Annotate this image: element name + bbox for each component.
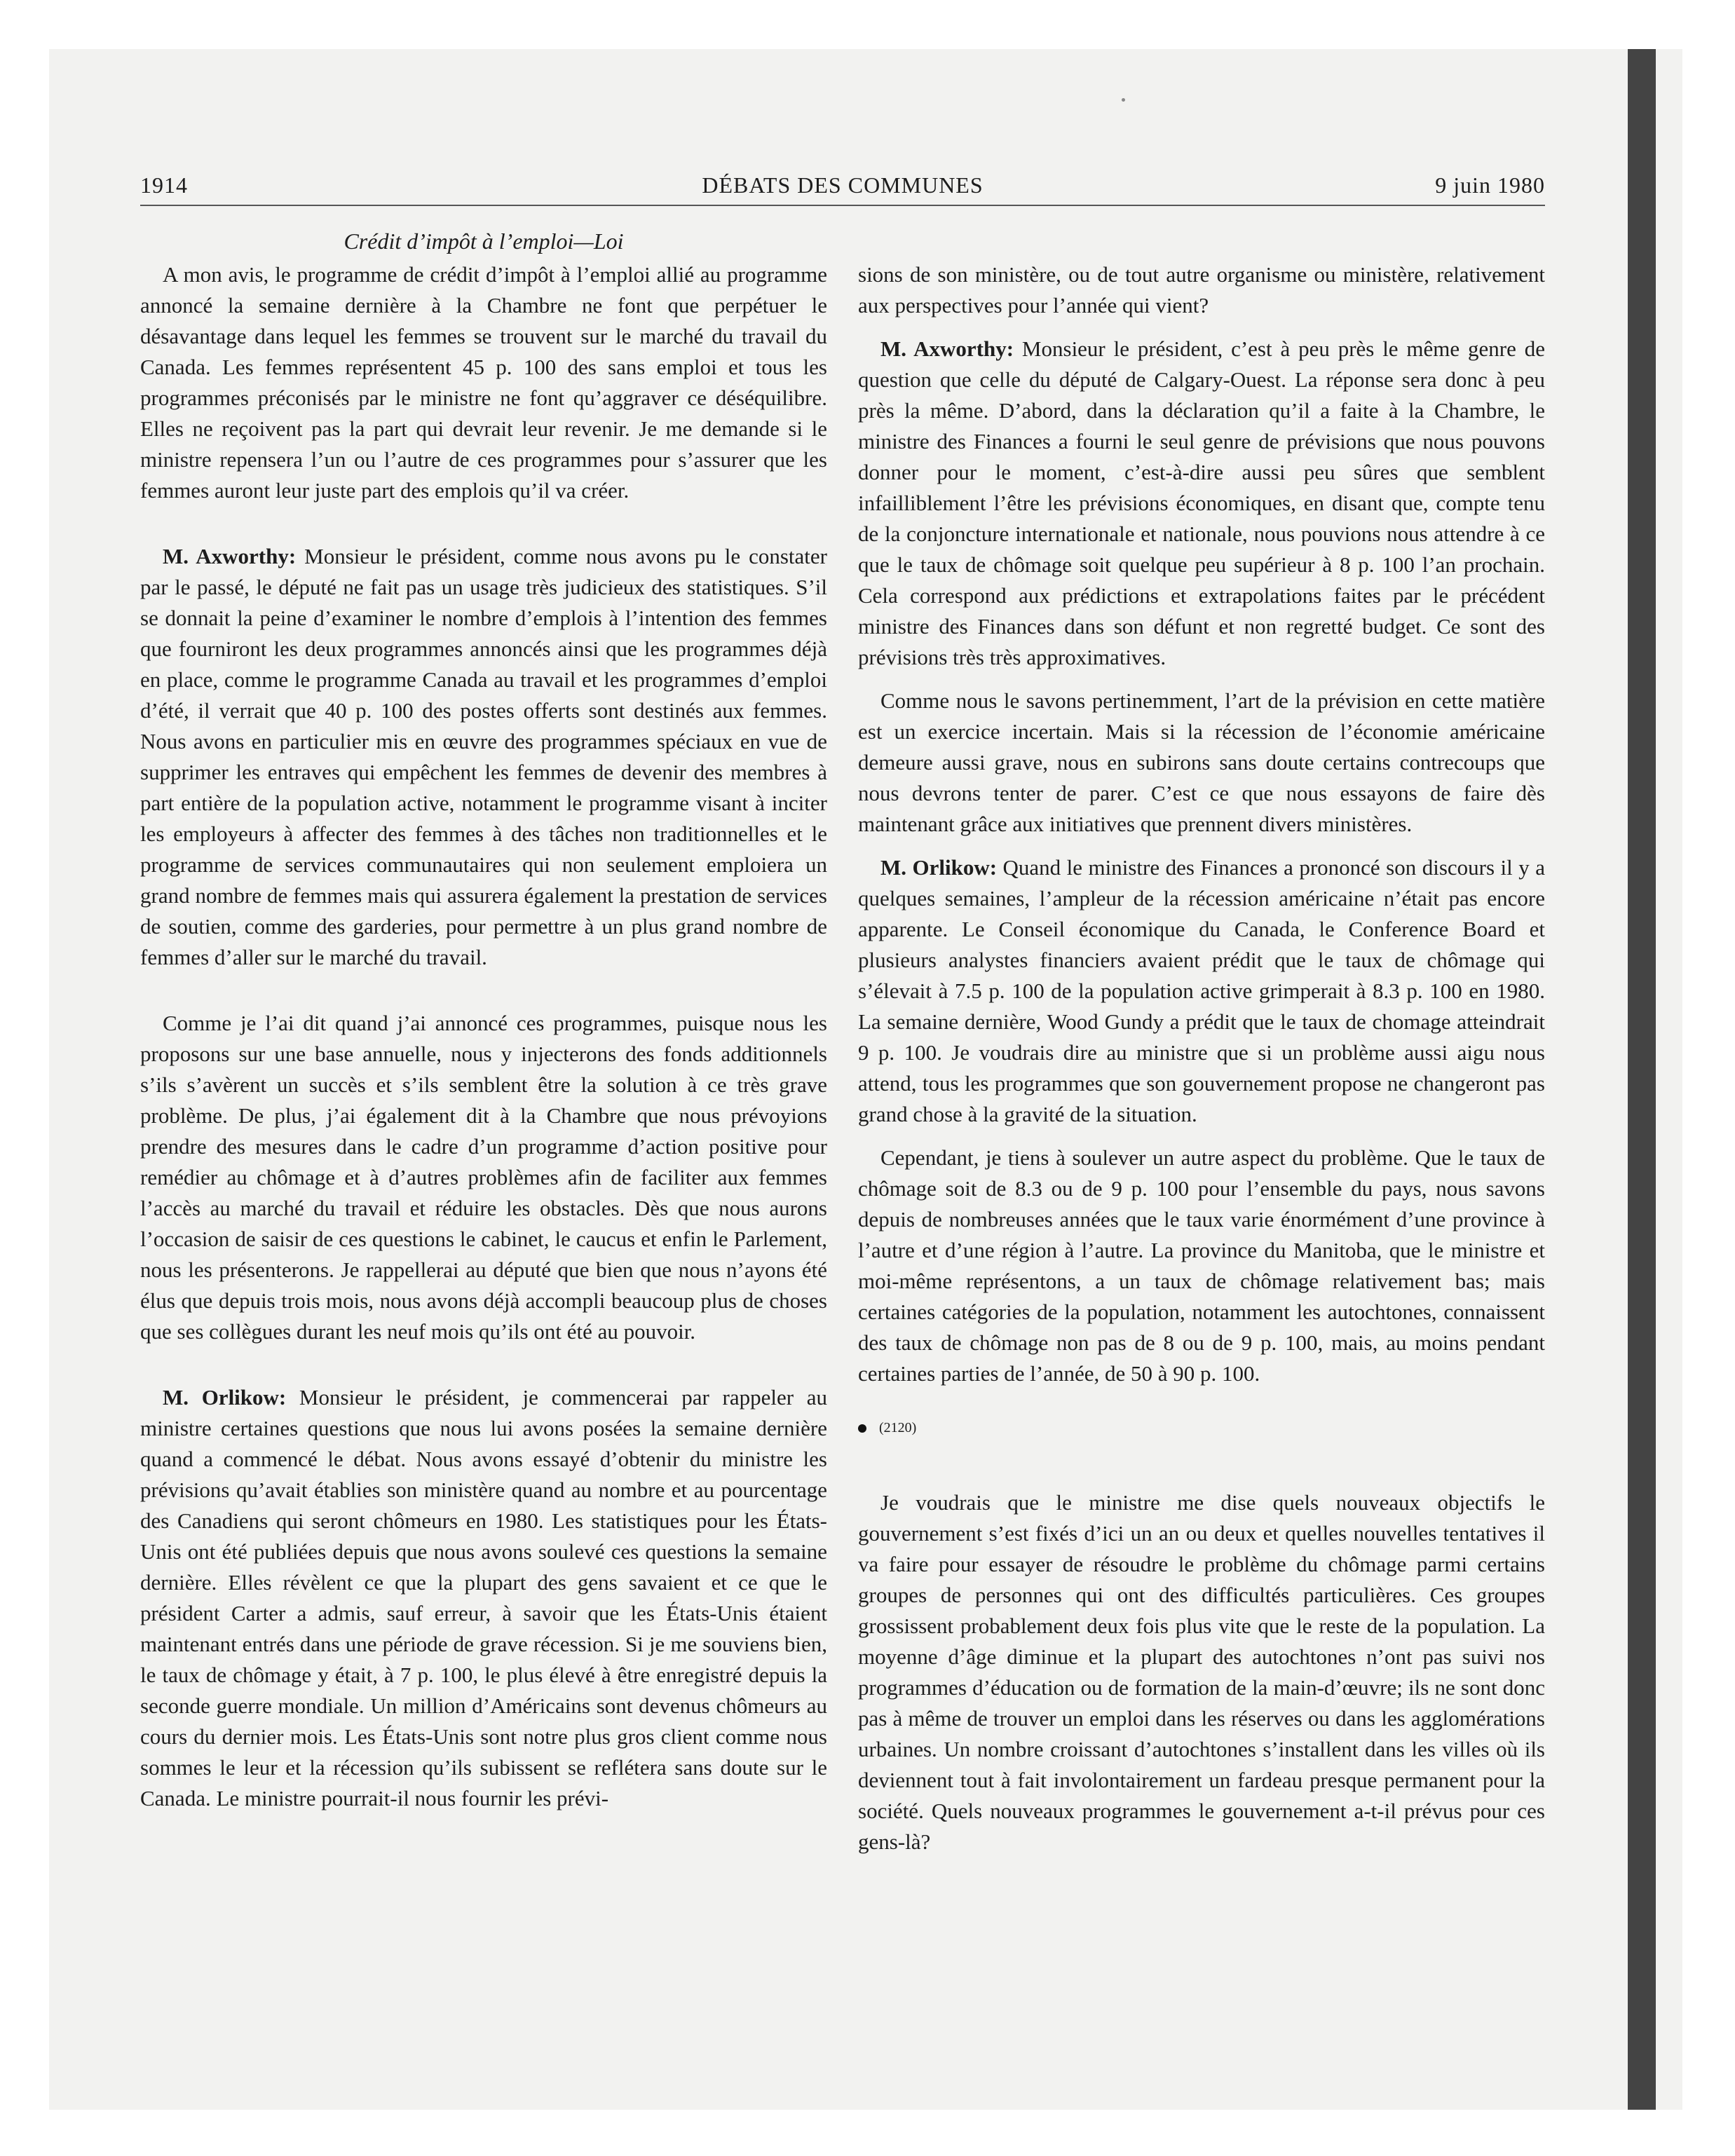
page-header <box>140 172 1545 207</box>
bullet-icon <box>858 1424 866 1433</box>
publication-title: DÉBATS DES COMMUNES <box>702 172 984 198</box>
paragraph: A mon avis, le programme de crédit d’impôt à l’emploi allié au programme annoncé la semaine dernière à la Chambre ne font que perpétuer le désavantage dans lequel les femmes se trouvent sur le marché du travail du Canada. Les femmes représentent 45 p. 100 des sans emploi et tous les programmes préconisés par le ministre ne font qu’aggraver ce déséquilibre. Elles ne reçoivent pas la part qui devrait leur revenir. Je me demande si le ministre repensera l’un ou l’autre de ces programmes pour s’assurer que les femmes auront leur juste part des emplois qu’il va créer. <box>140 262 827 503</box>
time-marker <box>858 1417 1545 1438</box>
speech-text: Monsieur le président, je commencerai par rappeler au ministre certaines questions que nous lui avons posées la semaine dernière quand a commencé le débat. Nous avons essayé d’obtenir du ministre les prévisions qu’avait établies son ministère quand au nombre et au pourcentage des Canadiens qui seront chômeurs en 1980. Les statistiques pour les États-Unis ont été publiées depuis que nous avons soulevé ces questions la semaine dernière. Elles révèlent ce que la plupart des gens savaient et ce que le président Carter a admis, sauf erreur, à savoir que les États-Unis étaient maintenant entrés dans une période de grave récession. Si je me souviens bien, le taux de chômage y était, à 7 p. 100, le plus élevé à être enregistré depuis la seconde guerre mondiale. Un million d’Américains sont devenus chômeurs au cours du dernier mois. Les États-Unis sont notre plus gros client comme nous sommes le leur et la récession qu’ils subissent se reflétera sans doute sur le Canada. Le ministre pourrait-il nous fournir les prévi- <box>140 1385 827 1810</box>
right-column <box>858 226 1545 1857</box>
speaker-name: M. Axworthy: <box>880 336 1014 361</box>
speech-paragraph <box>140 1382 827 1814</box>
speaker-name: M. Axworthy: <box>163 544 297 568</box>
time-marker-text: (2120) <box>879 1420 917 1435</box>
speech-paragraph <box>140 541 827 973</box>
speech-paragraph <box>858 852 1545 1130</box>
scan-speck <box>1122 98 1125 102</box>
paragraph: Comme nous le savons pertinemment, l’art de la prévision en cette matière est un exercice incertain. Mais si la récession de l’économie américaine demeure aussi grave, nous en subirons sans doute certains contrecoups que nous devrons tenter de parer. C’est ce que nous essayons de faire dès maintenant grâce aux initiatives que prennent divers ministères. <box>858 688 1545 836</box>
page-number: 1914 <box>140 172 188 198</box>
paragraph: Je voudrais que le ministre me dise quels nouveaux objectifs le gouvernement s’est fixés d’ici un an ou deux et quelles nouvelles tentatives il va faire pour essayer de résoudre le problème du chômage parmi certains groupes de personnes qui ont des difficultés particulières. Ces groupes grossissent probablement deux fois plus vite que le reste de la population. La moyenne d’âge diminue et la plupart des autochtones n’ont pas suivi nos programmes d’éducation ou de formation de la main-d’œuvre; ils ne sont donc pas à même de trouver un emploi dans les réserves ou dans les agglomérations urbaines. Un nombre croissant d’autochtones s’installent dans les villes où ils deviennent tout à fait involontairement un fardeau presque permanent pour la société. Quels nouveaux programmes le gouvernement a-t-il prévus pour ces gens-là? <box>858 1490 1545 1854</box>
scan-edge-shadow <box>1628 49 1656 2110</box>
speech-text: Monsieur le président, c’est à peu près le même genre de question que celle du député de Calgary-Ouest. La réponse sera donc à peu près la même. D’abord, dans la déclaration qu’il a faite à la Chambre, le ministre des Finances a fourni le seul genre de prévisions que nous pouvons donner pour le moment, c’est-à-dire aussi peu sûres que semblent infailliblement l’être les prévisions économiques, en disant que, compte tenu de la conjoncture internationale et nationale, nous pouvions nous attendre à ce que le taux de chômage soit quelque peu supérieur à 8 p. 100 l’an prochain. Cela correspond aux prédictions et extrapolations faites par le précédent ministre des Finances dans son défunt et non regretté budget. Ce sont des prévisions très très approximatives. <box>858 336 1545 669</box>
paragraph: sions de son ministère, ou de tout autre organisme ou ministère, relativement aux perspectives pour l’année qui vient? <box>858 262 1545 318</box>
left-column <box>140 226 827 1814</box>
speech-paragraph <box>858 334 1545 673</box>
section-title: Crédit d’impôt à l’emploi—Loi <box>343 228 624 254</box>
paragraph: Cependant, je tiens à soulever un autre aspect du problème. Que le taux de chômage soit de 8.3 ou de 9 p. 100 pour l’ensemble du pays, nous savons depuis de nombreuses années que le taux varie énormément d’une province à l’autre et d’une région à l’autre. La province du Manitoba, que le ministre et moi-même représentons, a un taux de chômage relativement bas; mais certaines catégories de la population, notamment les autochtones, connaissent des taux de chômage non pas de 8 ou de 9 p. 100, mais, au moins pendant certaines parties de l’année, de 50 à 90 p. 100. <box>858 1145 1545 1386</box>
header-rule <box>140 205 1545 206</box>
speaker-name: M. Orlikow: <box>880 855 998 880</box>
paragraph: Comme je l’ai dit quand j’ai annoncé ces programmes, puisque nous les proposons sur une base annuelle, nous y injecterons des fonds additionnels s’ils s’avèrent un succès et s’ils semblent être la solution à ce très grave problème. De plus, j’ai également dit à la Chambre que nous prévoyions prendre des mesures dans le cadre d’un programme d’action positive pour remédier au chômage et à d’autres problèmes afin de faciliter aux femmes l’accès au marché du travail et réduire les obstacles. Dès que nous aurons l’occasion de saisir de ces questions le cabinet, le caucus et enfin le Parlement, nous les présenterons. Je rappellerai au député que bien que nous n’ayons été élus que depuis trois mois, nous avons déjà accompli beaucoup plus de choses que ses collègues durant les neuf mois qu’ils ont été au pouvoir. <box>140 1011 827 1344</box>
speaker-name: M. Orlikow: <box>163 1385 287 1410</box>
speech-text: Monsieur le président, comme nous avons pu le constater par le passé, le député ne fait pas un usage très judicieux des statistiques. S’il se donnait la peine d’examiner le nombre d’emplois à l’intention des femmes que fourniront les deux programmes annoncés ainsi que les programmes déjà en place, comme le programme Canada au travail et les programmes d’emploi d’été, il verrait que 40 p. 100 des postes offerts sont destinés aux femmes. Nous avons en particulier mis en œuvre des programmes spéciaux en vue de supprimer les entraves qui empêchent les femmes de devenir des membres à part entière de la population active, notamment le programme visant à inciter les employeurs à affecter des femmes à des tâches non traditionnelles et le programme de services communautaires qui non seulement emploiera un grand nombre de femmes mais qui assurera également la prestation de services de soutien, comme des garderies, pour permettre à un plus grand nombre de femmes d’aller sur le marché du travail. <box>140 544 827 969</box>
publication-date: 9 juin 1980 <box>1435 172 1545 198</box>
speech-text: Quand le ministre des Finances a prononcé son discours il y a quelques semaines, l’ampleur de la récession américaine n’était pas encore apparente. Le Conseil économique du Canada, le Conference Board et plusieurs analystes financiers avaient prédit que le taux de chômage qui s’élevait à 7.5 p. 100 de la population active grimperait à 8.3 p. 100 en 1980. La semaine dernière, Wood Gundy a prédit que le taux de chomage atteindrait 9 p. 100. Je voudrais dire au ministre que si un problème aussi aigu nous attend, tous les programmes que son gouvernement propose ne changeront pas grand chose à la gravité de la situation. <box>858 855 1545 1126</box>
